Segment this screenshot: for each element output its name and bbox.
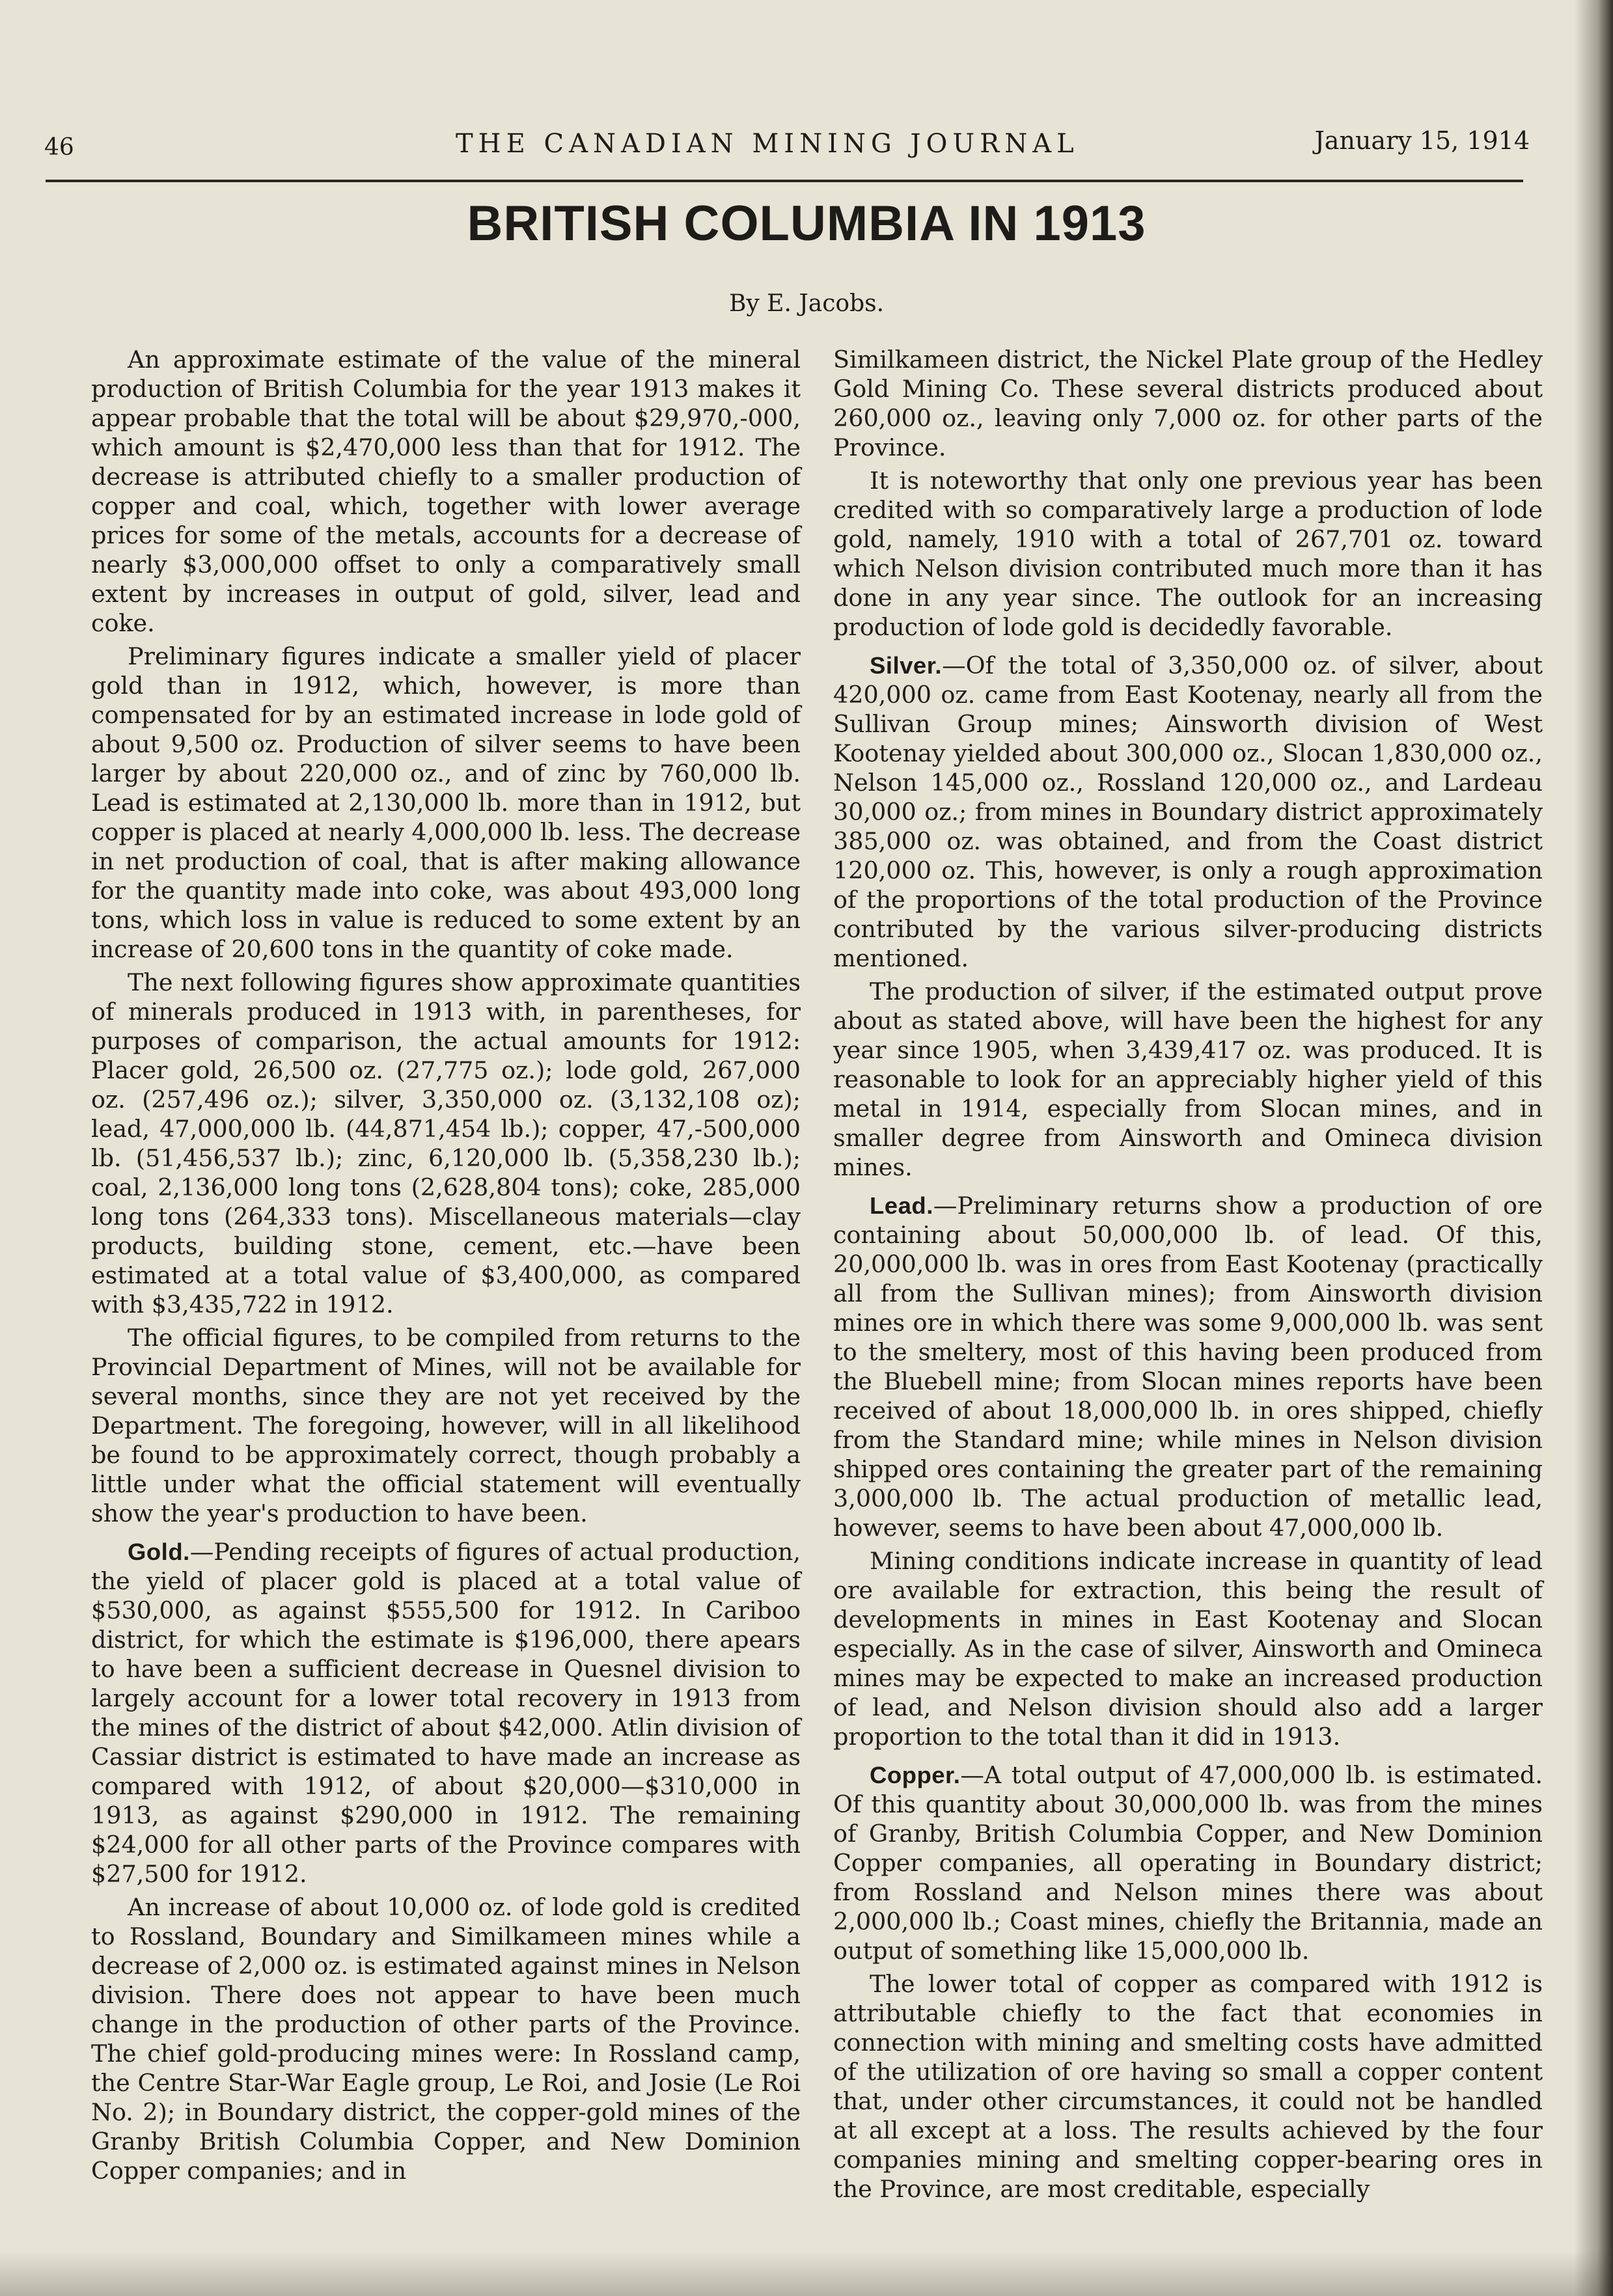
- page-bottom-shadow: [0, 2250, 1613, 2296]
- header-rule: [46, 180, 1523, 182]
- paragraph: Similkameen district, the Nickel Plate group of the Hedley Gold Mining Co. These several districts produced about 260,000 oz., leaving only 7,000 oz. for other parts of the Province.: [833, 346, 1543, 461]
- left-column: [91, 345, 801, 2189]
- lead-section: [833, 1191, 1543, 1542]
- right-column: [833, 345, 1543, 2207]
- running-header: [39, 122, 1530, 168]
- journal-name: THE CANADIAN MINING JOURNAL: [456, 129, 1079, 159]
- section-text: —A total output of 47,000,000 lb. is estimated. Of this quantity about 30,000,000 lb. was from the mines of Granby, British Columbia Copper, and New Dominion Copper companies, all operating in Boundary district; from Rossland and Nelson mines there was about 2,000,000 lb.; Coast mines, chiefly the Britannia, made an output of something like 15,000,000 lb.: [833, 1761, 1543, 1965]
- paragraph: The production of silver, if the estimated output prove about as stated above, will have been the highest for any year since 1905, when 3,439,417 oz. was produced. It is reasonable to look for an appreciably higher yield of this metal in 1914, especially from Slocan mines, and in smaller degree from Ainsworth and Omineca division mines.: [833, 977, 1543, 1181]
- paragraph: Mining conditions indicate increase in quantity of lead ore available for extraction, this being the result of developments in mines in East Kootenay and Slocan especially. As in the case of silver, Ainsworth and Omineca mines may be expected to make an increased production of lead, and Nelson division should also add a larger proportion to the total than it did in 1913.: [833, 1547, 1543, 1751]
- paragraph: An increase of about 10,000 oz. of lode gold is credited to Rossland, Boundary and Similkameen mines while a decrease of 2,000 oz. is estimated against mines in Nelson division. There does not appear to have been much change in the production of other parts of the Province. The chief gold-producing mines were: In Rossland camp, the Centre Star-War Eagle group, Le Roi, and Josie (Le Roi No. 2); in Boundary district, the copper-gold mines of the Granby British Columbia Copper, and New Dominion Copper companies; and in: [91, 1893, 801, 2185]
- paragraph: It is noteworthy that only one previous year has been credited with so comparatively large a production of lode gold, namely, 1910 with a total of 267,701 oz. toward which Nelson division contributed much more than it has done in any year since. The outlook for an increasing production of lode gold is decidedly favorable.: [833, 467, 1543, 641]
- section-text: —Of the total of 3,350,000 oz. of silver, about 420,000 oz. came from East Kootenay, nearly all from the Sullivan Group mines; Ainsworth division of West Kootenay yielded about 300,000 oz., Slocan 1,830,000 oz., Nelson 145,000 oz., Rossland 120,000 oz., and Lardeau 30,000 oz.; from mines in Boundary district approximately 385,000 oz. was obtained, and from the Coast district 120,000 oz. This, however, is only a rough approximation of the proportions of the total production of the Province contributed by the various silver-producing districts mentioned.: [833, 651, 1543, 972]
- section-heading-lead: Lead.: [870, 1192, 933, 1219]
- article-title: BRITISH COLUMBIA IN 1913: [467, 196, 1146, 251]
- silver-section: [833, 651, 1543, 973]
- issue-date: January 15, 1914: [1314, 126, 1530, 155]
- section-text: —Pending receipts of figures of actual production, the yield of placer gold is placed at a total value of $530,000, as against $555,500 for 1912. In Cariboo district, for which the estimate is $196,000, there apears to have been a sufficient decrease in Quesnel division to largely account for a lower total recovery in 1913 from the mines of the district of about $42,000. Atlin division of Cassiar district is estimated to have made an increase as compared with 1912, of about $20,000—$310,000 in 1913, as against $290,000 in 1912. The remaining $24,000 for all other parts of the Province compares with $27,500 for 1912.: [91, 1538, 801, 1888]
- section-heading-copper: Copper.: [870, 1762, 961, 1788]
- section-text: —Preliminary returns show a production of ore containing about 50,000,000 lb. of lead. Of this, 20,000,000 lb. was in ores from East Kootenay (practically all from the Sullivan mines); from Ainsworth division mines ore in which there was some 9,000,000 lb. was sent to the smeltery, most of this having been produced from the Bluebell mine; from Slocan mines reports have been received of about 18,000,000 lb. in ores shipped, chiefly from the Standard mine; while mines in Nelson division shipped ores containing the greater part of the remaining 3,000,000 lb. The actual production of metallic lead, however, seems to have been about 47,000,000 lb.: [833, 1192, 1543, 1542]
- paragraph: The next following figures show approximate quantities of minerals produced in 1913 with, in parentheses, for purposes of comparison, the actual amounts for 1912: Placer gold, 26,500 oz. (27,775 oz.); lode gold, 267,000 oz. (257,496 oz.); silver, 3,350,000 oz. (3,132,108 oz); lead, 47,000,000 lb. (44,871,454 lb.); copper, 47,-500,000 lb. (51,456,537 lb.); zinc, 6,120,000 lb. (5,358,230 lb.); coal, 2,136,000 long tons (2,628,804 tons); coke, 285,000 long tons (264,333 tons). Miscellaneous materials—clay products, building stone, cement, etc.—have been estimated at a total value of $3,400,000, as compared with $3,435,722 in 1912.: [91, 968, 801, 1319]
- page-number: 46: [44, 134, 74, 161]
- page-edge-shadow: [1574, 0, 1613, 2296]
- gold-section: [91, 1537, 801, 1889]
- section-heading-gold: Gold.: [128, 1538, 190, 1565]
- paragraph: Preliminary figures indicate a smaller yield of placer gold than in 1912, which, however, is more than compensated for by an estimated increase in lode gold of about 9,500 oz. Production of silver seems to have been larger by about 220,000 oz., and of zinc by 760,000 lb. Lead is estimated at 2,130,000 lb. more than in 1912, but copper is placed at nearly 4,000,000 lb. less. The decrease in net production of coal, that is after making allowance for the quantity made into coke, was about 493,000 long tons, which loss in value is reduced to some extent by an increase of 20,600 tons in the quantity of coke made.: [91, 642, 801, 963]
- paragraph: An approximate estimate of the value of the mineral production of British Columbia for the year 1913 makes it appear probable that the total will be about $29,970,-000, which amount is $2,470,000 less than that for 1912. The decrease is attributed chiefly to a smaller production of copper and coal, which, together with lower average prices for some of the metals, accounts for a decrease of nearly $3,000,000 offset to only a comparatively small extent by increases in output of gold, silver, lead and coke.: [91, 346, 801, 637]
- copper-section: [833, 1760, 1543, 1965]
- paragraph: The lower total of copper as compared with 1912 is attributable chiefly to the fact that economies in connection with mining and smelting costs have admitted of the utilization of ore having so small a copper content that, under other circumstances, it could not be handled at all except at a loss. The results achieved by the four companies mining and smelting copper-bearing ores in the Province, are most creditable, especially: [833, 1970, 1543, 2203]
- article-byline: By E. Jacobs.: [728, 290, 885, 317]
- section-heading-silver: Silver.: [870, 652, 943, 679]
- paragraph: The official figures, to be compiled from returns to the Provincial Department of Mines, will not be available for several months, since they are not yet received by the Department. The foregoing, however, will in all likelihood be found to be approximately correct, though probably a little under what the official statement will eventually show the year's production to have been.: [91, 1324, 801, 1527]
